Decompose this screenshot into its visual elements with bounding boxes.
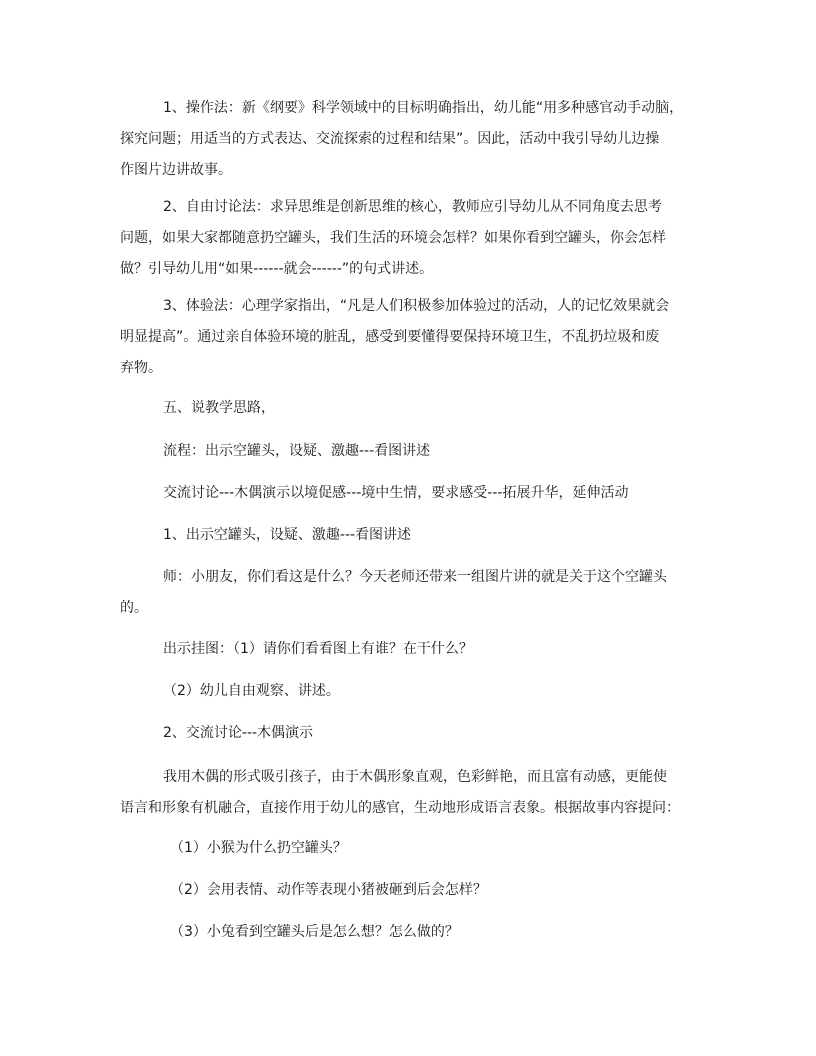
text-line: 我用木偶的形式吸引孩子，由于木偶形象直观，色彩鲜艳，而且富有动感，更能使	[163, 769, 667, 785]
text-line: （1）小猴为什么扔空罐头？	[170, 840, 347, 856]
text-line: 3、体验法：心理学家指出，“凡是人们积极参加体验过的活动，人的记忆效果就会	[163, 298, 670, 314]
paragraph-free-discussion-method	[120, 192, 710, 285]
paragraph-flow	[120, 436, 753, 467]
text-line: （3）小兔看到空罐头后是怎么想？怎么做的？	[170, 924, 459, 940]
text-line: 语言和形象有机融合，直接作用于幼儿的感官，生动地形成语言表象。根据故事内容提问：	[120, 800, 680, 816]
text-line: 弃物。	[120, 360, 162, 376]
question-1	[120, 833, 760, 864]
text-line: 2、自由讨论法：求异思维是创新思维的核心，教师应引导幼儿从不同角度去思考	[163, 199, 662, 215]
paragraph-show-picture	[120, 634, 753, 665]
text-line: 1、操作法：新《纲要》科学领域中的目标明确指出，幼儿能“用多种感官动手动脑，	[163, 100, 684, 116]
paragraph-puppet	[120, 762, 710, 824]
section-heading-teaching-approach	[120, 393, 753, 424]
text-line: 交流讨论---木偶演示以境促感---境中生情，要求感受---拓展升华，延伸活动	[163, 485, 629, 501]
paragraph-step-2	[120, 718, 753, 749]
paragraph-step-1	[120, 520, 753, 551]
text-line: 明显提高”。通过亲自体验环境的脏乱，感受到要懂得要保持环境卫生，不乱扔垃圾和废	[120, 329, 660, 345]
text-line: 2、交流讨论---木偶演示	[163, 725, 314, 741]
paragraph-flow-continued	[120, 478, 753, 509]
paragraph-operation-method	[120, 93, 710, 186]
paragraph-experience-method	[120, 291, 710, 384]
text-line: 探究问题；用适当的方式表达、交流探索的过程和结果”。因此，活动中我引导幼儿边操	[120, 131, 660, 147]
text-line: 做？引导幼儿用“如果------就会------”的句式讲述。	[120, 261, 434, 277]
text-line: 师：小朋友，你们看这是什么？今天老师还带来一组图片讲的就是关于这个空罐头	[163, 569, 667, 585]
text-line: 作图片边讲故事。	[120, 162, 232, 178]
paragraph-teacher-speech	[120, 562, 710, 624]
text-line: （2）幼儿自由观察、讲述。	[163, 683, 340, 699]
text-line: 的。	[120, 600, 148, 616]
text-line: 流程：出示空罐头，设疑、激趣---看图讲述	[163, 443, 431, 459]
text-line: 1、出示空罐头，设疑、激趣---看图讲述	[163, 527, 412, 543]
text-line: 问题，如果大家都随意扔空罐头，我们生活的环境会怎样？如果你看到空罐头，你会怎样	[120, 230, 666, 246]
question-2	[120, 875, 760, 906]
paragraph-observe	[120, 676, 753, 707]
text-line: 出示挂图：（1）请你们看看图上有谁？在干什么？	[163, 641, 473, 657]
text-line: 五、说教学思路，	[163, 400, 275, 416]
question-3	[120, 917, 760, 948]
text-line: （2）会用表情、动作等表现小猪被砸到后会怎样？	[170, 882, 487, 898]
